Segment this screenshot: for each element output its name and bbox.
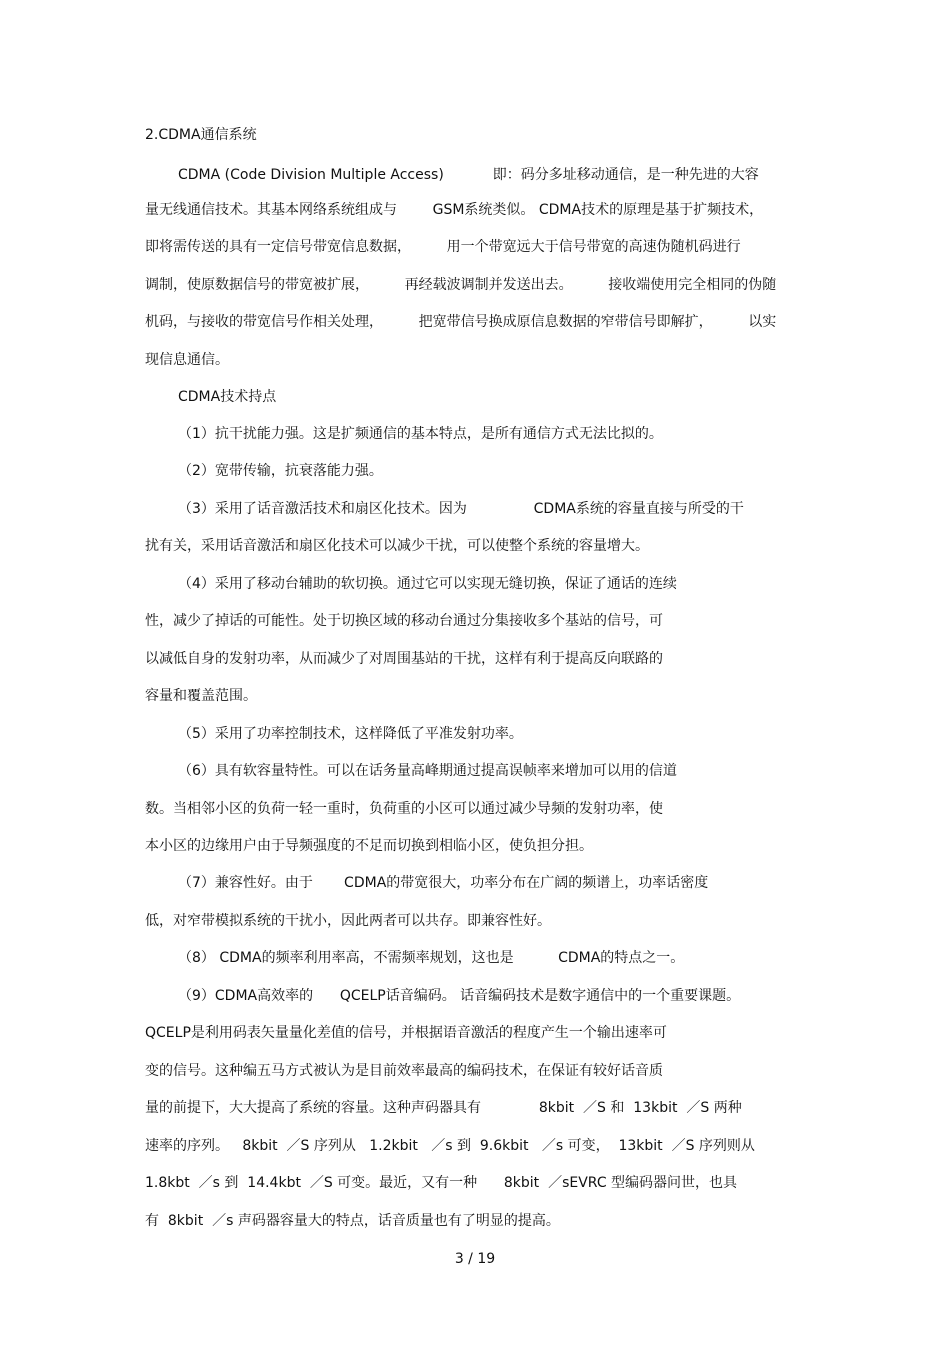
list-item-continuation: 扰有关，采用话音激活和扇区化技术可以减少干扰，可以使整个系统的容量增大。 [145,538,649,554]
list-item-continuation: 有 8kbit ／s 声码器容量大的特点，话音质量也有了明显的提高。 [145,1213,560,1229]
paragraph-line: 机码，与接收的带宽信号作相关处理， 把宽带信号换成原信息数据的窄带信号即解扩， 以实 [145,314,777,330]
list-item: （9）CDMA高效率的 QCELP话音编码。 话音编码技术是数字通信中的一个重要课题。 [178,988,741,1004]
list-item: （6）具有软容量特性。可以在话务量高峰期通过提高误帧率来增加可以用的信道 [178,763,677,779]
list-item-continuation: 速率的序列。 8kbit ／S 序列从 1.2kbit ／s 到 9.6kbit ／s 可变， 13kbit ／S 序列则从 [145,1138,755,1154]
page-number: 3 / 19 [454,1251,496,1267]
list-item: （7）兼容性好。由于 CDMA的带宽很大，功率分布在广阔的频谱上，功率话密度 [178,875,709,891]
paragraph-line: 现信息通信。 [145,352,229,368]
subheading: CDMA技术持点 [178,389,277,405]
list-item: （4）采用了移动台辅助的软切换。通过它可以实现无缝切换，保证了通话的连续 [178,576,677,592]
list-item-continuation: 低，对窄带模拟系统的干扰小，因此两者可以共存。即兼容性好。 [145,913,551,929]
list-item-continuation: 性，减少了掉话的可能性。处于切换区域的移动台通过分集接收多个基站的信号，可 [145,613,663,629]
section-heading: 2.CDMA通信系统 [145,127,257,143]
list-item: （3）采用了话音激活技术和扇区化技术。因为 CDMA系统的容量直接与所受的干 [178,501,744,517]
list-item: （2）宽带传输，抗衰落能力强。 [178,463,383,479]
list-item-continuation: QCELP是利用码表矢量量化差值的信号，并根据语音激活的程度产生一个输出速率可 [145,1025,667,1041]
list-item-continuation: 量的前提下，大大提高了系统的容量。这种声码器具有 8kbit ／S 和 13kbit ／S 两种 [145,1100,742,1116]
list-item: （8） CDMA的频率利用率高，不需频率规划，这也是 CDMA的特点之一。 [178,950,685,966]
list-item-continuation: 变的信号。这种编五马方式被认为是目前效率最高的编码技术，在保证有较好话音质 [145,1063,663,1079]
list-item-continuation: 以减低自身的发射功率，从而减少了对周围基站的干扰，这样有利于提高反向联路的 [145,651,663,667]
list-item-continuation: 本小区的边缘用户由于导频强度的不足而切换到相临小区，使负担分担。 [145,838,593,854]
list-item-continuation: 容量和覆盖范围。 [145,688,257,704]
list-item-continuation: 1.8kbt ／s 到 14.4kbt ／S 可变。最近，又有一种 8kbit ／sEVRC 型编码器问世，也具 [145,1175,738,1191]
list-item: （5）采用了功率控制技术，这样降低了平准发射功率。 [178,726,523,742]
paragraph-line: 即将需传送的具有一定信号带宽信息数据， 用一个带宽远大于信号带宽的高速伪随机码进行 [145,239,741,255]
paragraph-line: 调制，使原数据信号的带宽被扩展， 再经载波调制并发送出去。 接收端使用完全相同的伪随 [145,277,777,293]
paragraph-line: CDMA (Code Division Multiple Access) 即：码分多址移动通信，是一种先进的大容 [178,167,759,183]
list-item-continuation: 数。当相邻小区的负荷一轻一重时，负荷重的小区可以通过减少导频的发射功率，使 [145,801,663,817]
list-item: （1）抗干扰能力强。这是扩频通信的基本特点，是所有通信方式无法比拟的。 [178,426,663,442]
paragraph-line: 量无线通信技术。其基本网络系统组成与 GSM系统类似。 CDMA技术的原理是基于扩频技术， [145,202,764,218]
